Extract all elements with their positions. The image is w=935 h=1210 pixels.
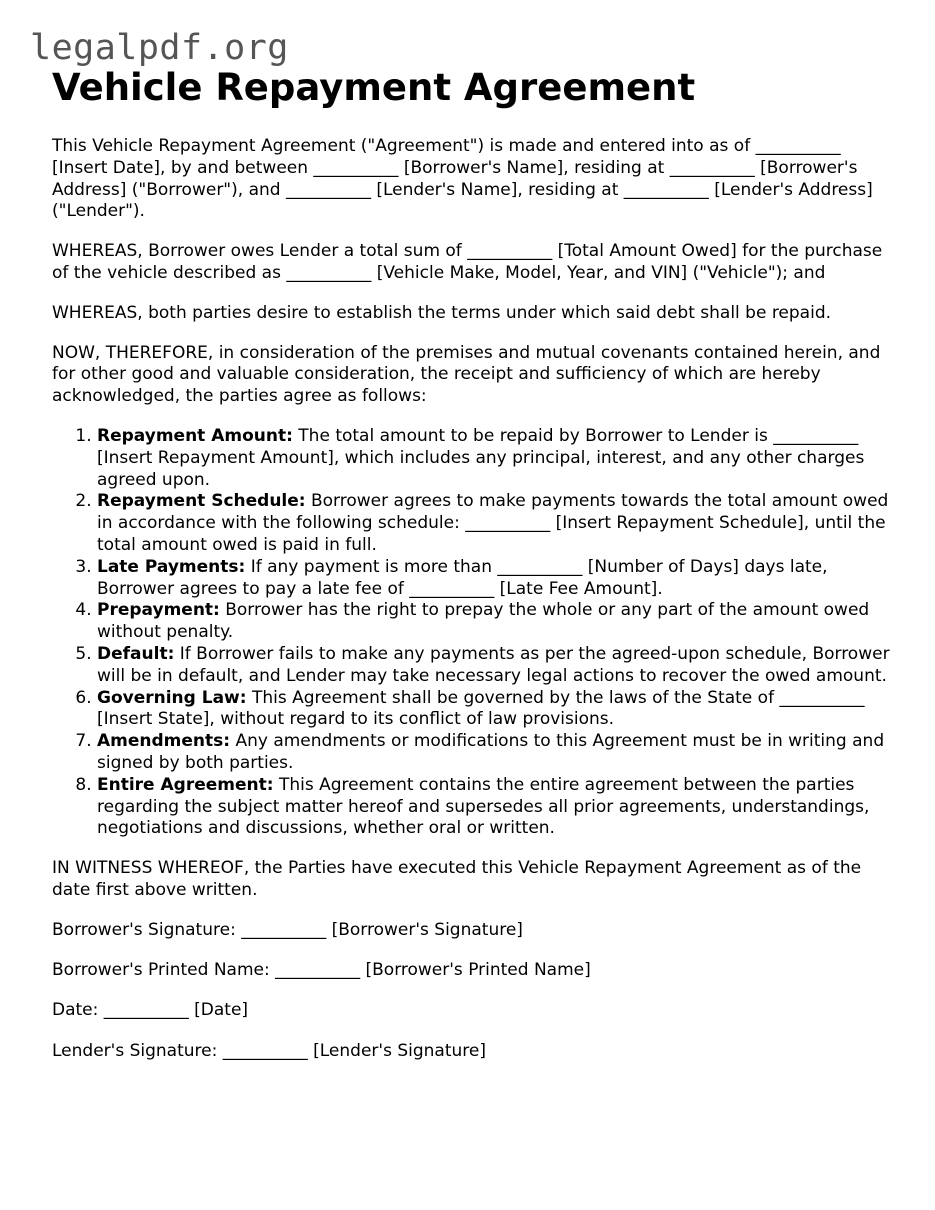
term-heading: Default: [97, 643, 175, 664]
document-title: Vehicle Repayment Agreement [52, 66, 696, 109]
term-text: If any payment is more than __________ [Number of Days] days late, Borrower agrees to pay a late fee of __________ [Late Fee Amount]. [97, 556, 828, 599]
term-amendments [97, 731, 892, 775]
term-prepayment [97, 600, 892, 644]
lender-signature-line: Lender's Signature: __________ [Lender's Signature] [52, 1040, 486, 1061]
term-governing-law [97, 688, 892, 732]
term-text: This Agreement shall be governed by the laws of the State of __________ [Insert State], without regard to its conflict of law provisions. [97, 687, 865, 730]
term-text: Borrower agrees to make payments towards the total amount owed in accordance with the following schedule: __________ [Insert Repayment Schedule], until the total amount owed is paid in full. [97, 491, 889, 555]
site-watermark: legalpdf.org [30, 28, 289, 68]
term-heading: Entire Agreement: [97, 774, 274, 795]
term-heading: Repayment Schedule: [97, 491, 306, 512]
witness-paragraph: IN WITNESS WHEREOF, the Parties have executed this Vehicle Repayment Agreement as of the date first above written. [52, 858, 862, 900]
term-heading: Amendments: [97, 731, 231, 752]
term-entire-agreement [97, 775, 892, 840]
term-heading: Prepayment: [97, 600, 220, 621]
term-late-payments [97, 557, 892, 601]
borrower-signature-line: Borrower's Signature: __________ [Borrower's Signature] [52, 919, 523, 940]
whereas-debt-paragraph: WHEREAS, Borrower owes Lender a total sum of __________ [Total Amount Owed] for the purchase of the vehicle described as __________ [Vehicle Make, Model, Year, and VIN] ("Vehicle"); and [52, 241, 883, 283]
term-heading: Governing Law: [97, 687, 247, 708]
date-line: Date: __________ [Date] [52, 1000, 249, 1021]
term-repayment-amount [97, 426, 892, 491]
now-therefore-paragraph: NOW, THEREFORE, in consideration of the premises and mutual covenants contained herein, and for other good and valuable consideration, the receipt and sufficiency of which are hereby acknowledged, the parties agree as follows: [52, 342, 881, 407]
term-heading: Repayment Amount: [97, 425, 293, 446]
term-text: Borrower has the right to prepay the whole or any part of the amount owed without penalty. [97, 600, 870, 643]
whereas-intent-paragraph: WHEREAS, both parties desire to establish the terms under which said debt shall be repaid. [52, 302, 832, 323]
intro-paragraph: This Vehicle Repayment Agreement ("Agreement") is made and entered into as of __________ [Insert Date], by and between __________ [Borrower's Name], residing at __________ [Borrower's Address] ("Borrower"), and __________ [Lender's Name], residing at __________ [Lender's Address] ("Lender"). [52, 136, 873, 222]
term-repayment-schedule [97, 491, 892, 556]
terms-list [52, 426, 892, 840]
document-body [52, 66, 892, 1081]
borrower-printed-name-line: Borrower's Printed Name: __________ [Borrower's Printed Name] [52, 960, 591, 980]
term-text: This Agreement contains the entire agreement between the parties regarding the subject matter hereof and supersedes all prior agreements, understandings, negotiations and discussions, whether oral or written. [97, 774, 870, 839]
term-text: Any amendments or modifications to this Agreement must be in writing and signed by both parties. [97, 731, 885, 773]
term-text: The total amount to be repaid by Borrower to Lender is __________ [Insert Repayment Amount], which includes any principal, interest, and any other charges agreed upon. [97, 425, 865, 490]
term-heading: Late Payments: [97, 556, 246, 577]
term-default [97, 644, 892, 688]
term-text: If Borrower fails to make any payments as per the agreed-upon schedule, Borrower will be in default, and Lender may take necessary legal actions to recover the owed amount. [97, 643, 890, 686]
